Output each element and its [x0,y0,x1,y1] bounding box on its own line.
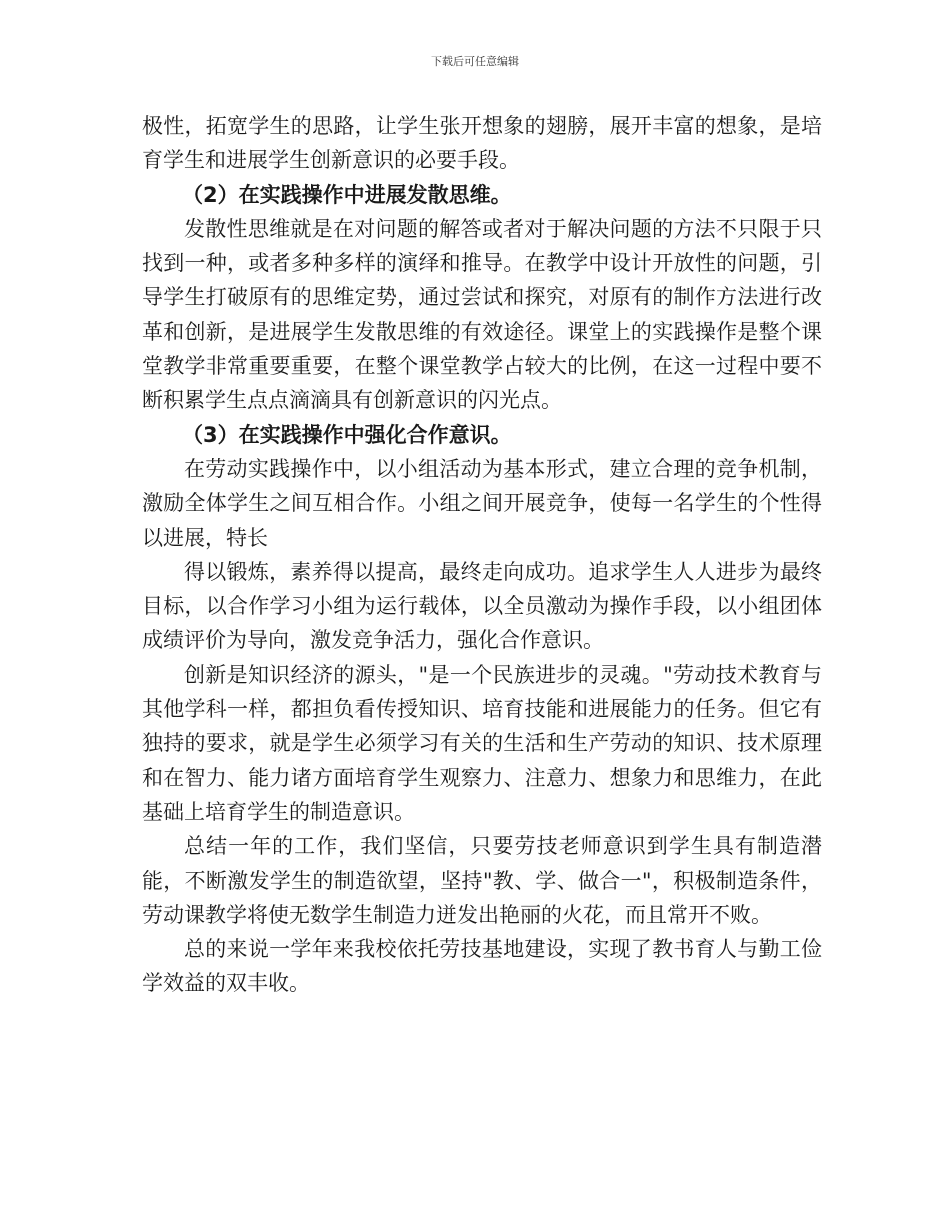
document-body [142,109,822,1001]
section-heading-2: （2）在实践操作中进展发散思维。 [182,182,512,207]
page-header: 下载后可任意编辑 [431,55,519,68]
paragraph-divergent-thinking: 发散性思维就是在对问题的解答或者对于解决问题的方法不只限于只找到一种，或者多种多样的演绎和推导。在教学中设计开放性的问题，引导学生打破原有的思维定势，通过尝试和探究，对原有的制作方法进行改革和创新，是进展学生发散思维的有效途径。课堂上的实践操作是整个课堂教学非常重要重要，在整个课堂教学占较大的比例，在这一过程中要不断积累学生点点滴滴具有创新意识的闪光点。 [142,216,822,413]
paragraph-innovation: 创新是知识经济的源头，"是一个民族进步的灵魂。"劳动技术教育与其他学科一样，都担负看传授知识、培育技能和进展能力的任务。但它有独持的要求，就是学生必须学习有关的生活和生产劳动的知识、技术原理和在智力、能力诸方面培育学生观察力、注意力、想象力和思维力，在此基础上培育学生的制造意识。 [142,662,822,824]
paragraph-summary: 总结一年的工作，我们坚信，只要劳技老师意识到学生具有制造潜能，不断激发学生的制造欲望，坚持"教、学、做合一"，积极制造条件，劳动课教学将使无数学生制造力迸发出艳丽的火花，而且常开不败。 [142,834,822,927]
section-heading-3: （3）在实践操作中强化合作意识。 [182,422,512,447]
paragraph-continuation: 极性，拓宽学生的思路，让学生张开想象的翅膀，展开丰富的想象，是培育学生和进展学生创新意识的必要手段。 [142,114,822,173]
paragraph-cooperation-cont: 得以锻炼，素养得以提高，最终走向成功。追求学生人人进步为最终目标，以合作学习小组为运行载体，以全员激动为操作手段，以小组团体成绩评价为导向，激发竞争活力，强化合作意识。 [142,559,822,653]
paragraph-conclusion: 总的来说一学年来我校依托劳技基地建设，实现了教书育人与勤工俭学效益的双丰收。 [142,937,822,996]
paragraph-cooperation: 在劳动实践操作中，以小组活动为基本形式，建立合理的竞争机制，激励全体学生之间互相合作。小组之间开展竞争，使每一名学生的个性得以进展，特长 [142,456,822,550]
